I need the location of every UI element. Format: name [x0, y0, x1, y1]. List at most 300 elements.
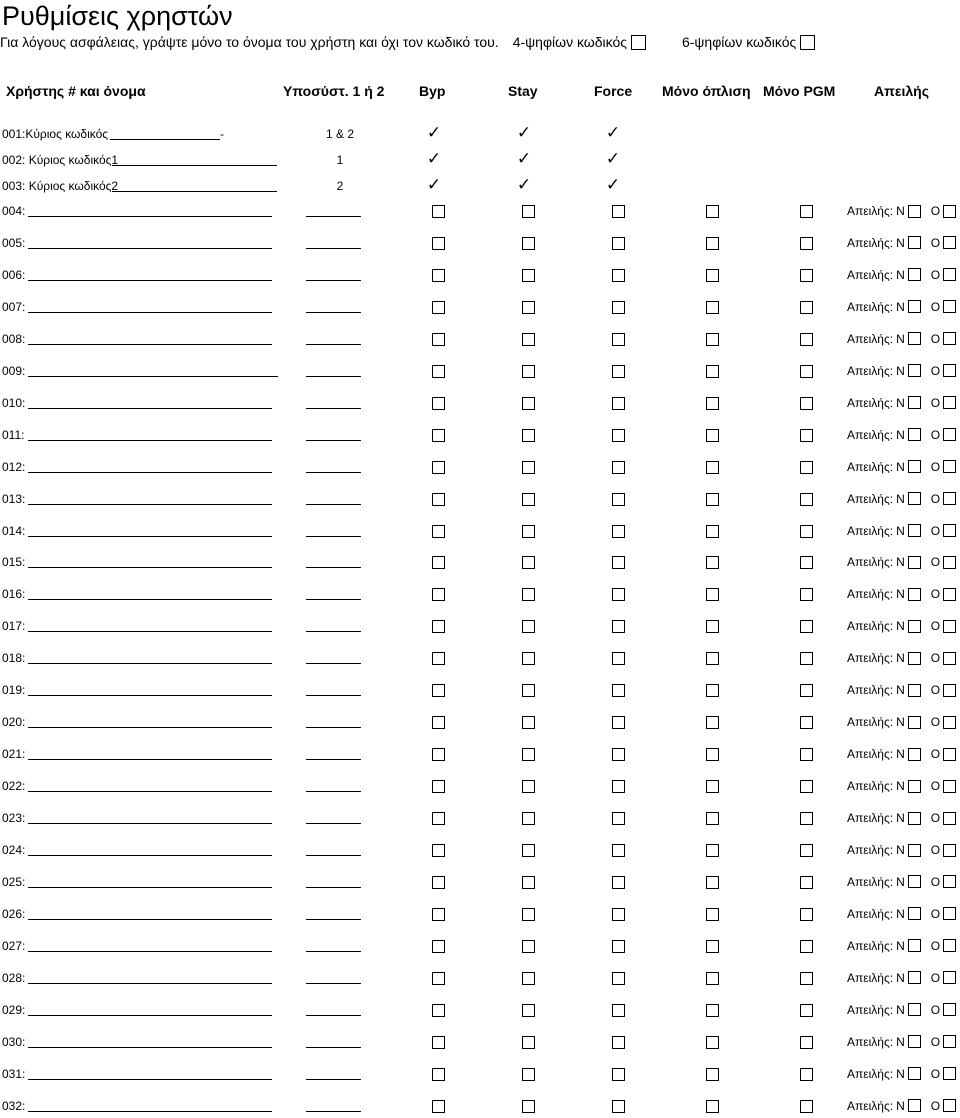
- arm-only-checkbox[interactable]: [706, 812, 719, 825]
- name-field[interactable]: [28, 855, 272, 856]
- duress-o-checkbox[interactable]: [943, 812, 956, 825]
- byp-checkbox[interactable]: [432, 301, 445, 314]
- partition-field[interactable]: [306, 695, 361, 696]
- pgm-only-checkbox[interactable]: [800, 269, 813, 282]
- stay-checkbox[interactable]: [522, 205, 535, 218]
- partition-field[interactable]: [306, 759, 361, 760]
- name-field[interactable]: [28, 631, 272, 632]
- duress-o-checkbox[interactable]: [943, 396, 956, 409]
- force-checkbox[interactable]: [612, 429, 625, 442]
- force-checkbox[interactable]: [612, 333, 625, 346]
- byp-checkbox[interactable]: [432, 972, 445, 985]
- arm-only-checkbox[interactable]: [706, 237, 719, 250]
- byp-checkbox[interactable]: [432, 876, 445, 889]
- duress-n-checkbox[interactable]: [908, 652, 921, 665]
- duress-o-checkbox[interactable]: [943, 652, 956, 665]
- arm-only-checkbox[interactable]: [706, 493, 719, 506]
- pgm-only-checkbox[interactable]: [800, 429, 813, 442]
- duress-n-checkbox[interactable]: [908, 716, 921, 729]
- name-field[interactable]: [28, 759, 272, 760]
- pgm-only-checkbox[interactable]: [800, 493, 813, 506]
- partition-field[interactable]: [306, 504, 361, 505]
- arm-only-checkbox[interactable]: [706, 620, 719, 633]
- duress-options: [847, 587, 956, 601]
- arm-only-checkbox[interactable]: [706, 525, 719, 538]
- duress-n-checkbox[interactable]: [908, 396, 921, 409]
- name-field[interactable]: [28, 791, 272, 792]
- pgm-only-checkbox[interactable]: [800, 461, 813, 474]
- name-field[interactable]: [28, 248, 272, 249]
- stay-checkbox[interactable]: [522, 684, 535, 697]
- name-field[interactable]: [28, 567, 272, 568]
- pgm-only-checkbox[interactable]: [800, 1068, 813, 1081]
- force-checkbox[interactable]: [612, 716, 625, 729]
- byp-checkbox[interactable]: [432, 429, 445, 442]
- name-field[interactable]: [28, 1015, 272, 1016]
- byp-checkbox[interactable]: [432, 844, 445, 857]
- byp-checkbox[interactable]: [432, 684, 445, 697]
- byp-checkbox[interactable]: [432, 1100, 445, 1113]
- duress-n-checkbox[interactable]: [908, 907, 921, 920]
- force-checkbox[interactable]: [612, 301, 625, 314]
- stay-checkbox[interactable]: [522, 365, 535, 378]
- stay-checkbox[interactable]: [522, 397, 535, 410]
- arm-only-checkbox[interactable]: [706, 972, 719, 985]
- pgm-only-checkbox[interactable]: [800, 556, 813, 569]
- user-code: 019:: [2, 683, 26, 698]
- duress-o-checkbox[interactable]: [943, 236, 956, 249]
- pgm-only-checkbox[interactable]: [800, 1004, 813, 1017]
- pgm-only-checkbox[interactable]: [800, 237, 813, 250]
- name-field[interactable]: [28, 663, 272, 664]
- partition-field[interactable]: [306, 472, 361, 473]
- arm-only-checkbox[interactable]: [706, 684, 719, 697]
- user-code: 016:: [2, 587, 26, 602]
- pgm-only-checkbox[interactable]: [800, 620, 813, 633]
- duress-n-label: N: [896, 235, 905, 250]
- force-checkbox[interactable]: [612, 493, 625, 506]
- force-checkbox[interactable]: [612, 748, 625, 761]
- byp-checkbox[interactable]: [432, 333, 445, 346]
- force-checkbox[interactable]: [612, 237, 625, 250]
- duress-options: [847, 1099, 956, 1113]
- duress-n-checkbox[interactable]: [908, 205, 921, 218]
- arm-only-checkbox[interactable]: [706, 908, 719, 921]
- stay-checkbox[interactable]: [522, 1068, 535, 1081]
- name-field[interactable]: [28, 280, 272, 281]
- duress-n-label: N: [896, 651, 905, 666]
- partition-field[interactable]: [306, 344, 361, 345]
- stay-checkbox[interactable]: [522, 876, 535, 889]
- byp-check-icon: ✓: [426, 175, 442, 194]
- duress-n-checkbox[interactable]: [908, 1003, 921, 1016]
- duress-n-checkbox[interactable]: [908, 236, 921, 249]
- stay-checkbox[interactable]: [522, 652, 535, 665]
- force-checkbox[interactable]: [612, 1036, 625, 1049]
- duress-options: [847, 204, 956, 218]
- name-field[interactable]: [28, 919, 272, 920]
- partition-field[interactable]: [306, 1111, 361, 1112]
- byp-checkbox[interactable]: [432, 940, 445, 953]
- byp-checkbox[interactable]: [432, 1004, 445, 1017]
- duress-n-checkbox[interactable]: [908, 1099, 921, 1112]
- partition-field[interactable]: [306, 631, 361, 632]
- table-row: [0, 122, 960, 146]
- duress-n-label: N: [896, 970, 905, 985]
- byp-checkbox[interactable]: [432, 1068, 445, 1081]
- byp-checkbox[interactable]: [432, 812, 445, 825]
- byp-checkbox[interactable]: [432, 269, 445, 282]
- stay-checkbox[interactable]: [522, 237, 535, 250]
- duress-options: [847, 332, 956, 346]
- arm-only-checkbox[interactable]: [706, 556, 719, 569]
- duress-n-checkbox[interactable]: [908, 492, 921, 505]
- partition-field[interactable]: [306, 1015, 361, 1016]
- name-field[interactable]: [28, 504, 272, 505]
- duress-n-checkbox[interactable]: [908, 939, 921, 952]
- duress-o-checkbox[interactable]: [943, 1035, 956, 1048]
- force-checkbox[interactable]: [612, 908, 625, 921]
- duress-n-checkbox[interactable]: [908, 460, 921, 473]
- arm-only-checkbox[interactable]: [706, 269, 719, 282]
- name-field[interactable]: [28, 408, 272, 409]
- force-checkbox[interactable]: [612, 397, 625, 410]
- user-code: 025:: [2, 874, 26, 889]
- name-field[interactable]: [28, 376, 278, 377]
- name-field[interactable]: [28, 472, 272, 473]
- stay-checkbox[interactable]: [522, 493, 535, 506]
- name-field[interactable]: [28, 312, 272, 313]
- arm-only-checkbox[interactable]: [706, 748, 719, 761]
- pgm-only-checkbox[interactable]: [800, 908, 813, 921]
- force-checkbox[interactable]: [612, 780, 625, 793]
- arm-only-checkbox[interactable]: [706, 588, 719, 601]
- byp-checkbox[interactable]: [432, 365, 445, 378]
- duress-n-checkbox[interactable]: [908, 971, 921, 984]
- duress-label: Απειλής:: [847, 747, 894, 762]
- duress-n-checkbox[interactable]: [908, 1035, 921, 1048]
- byp-checkbox[interactable]: [432, 780, 445, 793]
- stay-checkbox[interactable]: [522, 301, 535, 314]
- duress-o-label: O: [930, 619, 941, 634]
- table-row: [0, 148, 960, 172]
- name-field[interactable]: [28, 536, 272, 537]
- stay-checkbox[interactable]: [522, 620, 535, 633]
- partition-field[interactable]: [306, 823, 361, 824]
- pgm-only-checkbox[interactable]: [800, 940, 813, 953]
- pgm-only-checkbox[interactable]: [800, 972, 813, 985]
- partition-field[interactable]: [306, 663, 361, 664]
- user-code: 012:: [2, 459, 26, 474]
- force-checkbox[interactable]: [612, 652, 625, 665]
- byp-checkbox[interactable]: [432, 556, 445, 569]
- user-code: 024:: [2, 843, 26, 857]
- partition-field[interactable]: [306, 376, 361, 377]
- duress-n-checkbox[interactable]: [908, 620, 921, 633]
- stay-checkbox[interactable]: [522, 844, 535, 857]
- force-checkbox[interactable]: [612, 461, 625, 474]
- arm-only-checkbox[interactable]: [706, 876, 719, 889]
- byp-checkbox[interactable]: [432, 237, 445, 250]
- name-field[interactable]: [28, 1079, 272, 1080]
- force-checkbox[interactable]: [612, 205, 625, 218]
- duress-n-checkbox[interactable]: [908, 812, 921, 825]
- name-field[interactable]: [28, 727, 272, 728]
- pgm-only-checkbox[interactable]: [800, 365, 813, 378]
- stay-checkbox[interactable]: [522, 780, 535, 793]
- duress-n-checkbox[interactable]: [908, 684, 921, 697]
- user-code: 013:: [2, 491, 26, 506]
- force-check-icon: ✓: [605, 175, 621, 194]
- arm-only-checkbox[interactable]: [706, 301, 719, 314]
- force-checkbox[interactable]: [612, 556, 625, 569]
- force-checkbox[interactable]: [612, 1068, 625, 1081]
- partition-field[interactable]: [306, 855, 361, 856]
- duress-n-checkbox[interactable]: [908, 844, 921, 857]
- duress-o-checkbox[interactable]: [943, 300, 956, 313]
- force-checkbox[interactable]: [612, 940, 625, 953]
- duress-o-checkbox[interactable]: [943, 844, 956, 857]
- pgm-only-checkbox[interactable]: [800, 333, 813, 346]
- stay-checkbox[interactable]: [522, 972, 535, 985]
- duress-options: [847, 1035, 956, 1049]
- force-checkbox[interactable]: [612, 525, 625, 538]
- name-field[interactable]: [28, 1111, 272, 1112]
- partition-field[interactable]: [306, 983, 361, 984]
- arm-only-checkbox[interactable]: [706, 716, 719, 729]
- duress-n-checkbox[interactable]: [908, 1067, 921, 1080]
- arm-only-checkbox[interactable]: [706, 365, 719, 378]
- force-checkbox[interactable]: [612, 812, 625, 825]
- partition-field[interactable]: [306, 887, 361, 888]
- partition-field[interactable]: [306, 1079, 361, 1080]
- duress-o-checkbox[interactable]: [943, 1003, 956, 1016]
- byp-checkbox[interactable]: [432, 205, 445, 218]
- name-field[interactable]: [28, 216, 272, 217]
- partition-field[interactable]: [306, 791, 361, 792]
- arm-only-checkbox[interactable]: [706, 429, 719, 442]
- pgm-only-checkbox[interactable]: [800, 588, 813, 601]
- partition-field[interactable]: [306, 727, 361, 728]
- duress-o-label: O: [930, 459, 941, 474]
- partition-field[interactable]: [306, 919, 361, 920]
- pgm-only-checkbox[interactable]: [800, 844, 813, 857]
- partition-field[interactable]: [306, 312, 361, 313]
- duress-o-checkbox[interactable]: [943, 684, 956, 697]
- duress-o-checkbox[interactable]: [943, 875, 956, 888]
- duress-o-label: O: [930, 747, 941, 762]
- byp-checkbox[interactable]: [432, 620, 445, 633]
- byp-checkbox[interactable]: [432, 748, 445, 761]
- partition-field[interactable]: [306, 599, 361, 600]
- arm-only-checkbox[interactable]: [706, 940, 719, 953]
- duress-o-checkbox[interactable]: [943, 364, 956, 377]
- arm-only-checkbox[interactable]: [706, 1004, 719, 1017]
- header-pgm-only: Μόνο PGM: [763, 83, 836, 99]
- duress-o-checkbox[interactable]: [943, 939, 956, 952]
- option-6-digit-checkbox[interactable]: [800, 35, 815, 50]
- duress-n-checkbox[interactable]: [908, 875, 921, 888]
- partition-field[interactable]: [306, 248, 361, 249]
- partition-field[interactable]: [306, 567, 361, 568]
- pgm-only-checkbox[interactable]: [800, 812, 813, 825]
- header-duress: Απειλής: [874, 83, 929, 99]
- duress-o-checkbox[interactable]: [943, 460, 956, 473]
- arm-only-checkbox[interactable]: [706, 780, 719, 793]
- duress-o-checkbox[interactable]: [943, 780, 956, 793]
- partition-field[interactable]: [306, 280, 361, 281]
- byp-checkbox[interactable]: [432, 1036, 445, 1049]
- duress-o-checkbox[interactable]: [943, 620, 956, 633]
- stay-checkbox[interactable]: [522, 269, 535, 282]
- table-row: [0, 519, 960, 543]
- arm-only-checkbox[interactable]: [706, 652, 719, 665]
- duress-n-checkbox[interactable]: [908, 268, 921, 281]
- partition-field[interactable]: [306, 440, 361, 441]
- pgm-only-checkbox[interactable]: [800, 301, 813, 314]
- duress-o-checkbox[interactable]: [943, 716, 956, 729]
- duress-o-checkbox[interactable]: [943, 748, 956, 761]
- pgm-only-checkbox[interactable]: [800, 652, 813, 665]
- duress-o-checkbox[interactable]: [943, 492, 956, 505]
- stay-checkbox[interactable]: [522, 1036, 535, 1049]
- stay-checkbox[interactable]: [522, 748, 535, 761]
- stay-checkbox[interactable]: [522, 1100, 535, 1113]
- force-checkbox[interactable]: [612, 1100, 625, 1113]
- name-field[interactable]: [28, 887, 272, 888]
- partition-field[interactable]: [306, 536, 361, 537]
- duress-options: [847, 875, 956, 889]
- duress-o-label: O: [930, 683, 941, 698]
- table-row: [0, 966, 960, 990]
- user-code: 018:: [2, 651, 26, 666]
- duress-o-checkbox[interactable]: [943, 268, 956, 281]
- force-checkbox[interactable]: [612, 844, 625, 857]
- duress-o-checkbox[interactable]: [943, 205, 956, 218]
- stay-checkbox[interactable]: [522, 333, 535, 346]
- partition-field[interactable]: [306, 1047, 361, 1048]
- duress-n-checkbox[interactable]: [908, 780, 921, 793]
- arm-only-checkbox[interactable]: [706, 333, 719, 346]
- arm-only-checkbox[interactable]: [706, 844, 719, 857]
- force-checkbox[interactable]: [612, 365, 625, 378]
- name-field[interactable]: [28, 599, 272, 600]
- arm-only-checkbox[interactable]: [706, 1036, 719, 1049]
- pgm-only-checkbox[interactable]: [800, 205, 813, 218]
- byp-checkbox[interactable]: [432, 397, 445, 410]
- arm-only-checkbox[interactable]: [706, 461, 719, 474]
- duress-n-checkbox[interactable]: [908, 364, 921, 377]
- force-checkbox[interactable]: [612, 972, 625, 985]
- duress-options: [847, 971, 956, 985]
- name-field[interactable]: [28, 695, 272, 696]
- arm-only-checkbox[interactable]: [706, 397, 719, 410]
- pgm-only-checkbox[interactable]: [800, 1036, 813, 1049]
- stay-checkbox[interactable]: [522, 908, 535, 921]
- table-row: [0, 199, 960, 223]
- duress-o-checkbox[interactable]: [943, 907, 956, 920]
- arm-only-checkbox[interactable]: [706, 1068, 719, 1081]
- header-force: Force: [594, 83, 633, 99]
- duress-n-checkbox[interactable]: [908, 748, 921, 761]
- byp-checkbox[interactable]: [432, 588, 445, 601]
- name-field[interactable]: [28, 951, 272, 952]
- stay-checkbox[interactable]: [522, 461, 535, 474]
- partition-field[interactable]: [306, 408, 361, 409]
- name-field[interactable]: [28, 440, 272, 441]
- byp-checkbox[interactable]: [432, 493, 445, 506]
- partition-field[interactable]: [306, 951, 361, 952]
- duress-o-checkbox[interactable]: [943, 588, 956, 601]
- duress-n-checkbox[interactable]: [908, 524, 921, 537]
- duress-n-checkbox[interactable]: [908, 332, 921, 345]
- stay-checkbox[interactable]: [522, 716, 535, 729]
- force-checkbox[interactable]: [612, 876, 625, 889]
- duress-o-checkbox[interactable]: [943, 332, 956, 345]
- duress-n-checkbox[interactable]: [908, 428, 921, 441]
- user-code: 020:: [2, 715, 26, 730]
- duress-o-checkbox[interactable]: [943, 971, 956, 984]
- byp-checkbox[interactable]: [432, 525, 445, 538]
- stay-checkbox[interactable]: [522, 588, 535, 601]
- stay-checkbox[interactable]: [522, 1004, 535, 1017]
- table-row: [0, 174, 960, 198]
- table-row: [0, 423, 960, 447]
- duress-o-checkbox[interactable]: [943, 428, 956, 441]
- byp-checkbox[interactable]: [432, 908, 445, 921]
- duress-o-checkbox[interactable]: [943, 1099, 956, 1112]
- stay-checkbox[interactable]: [522, 556, 535, 569]
- duress-o-checkbox[interactable]: [943, 524, 956, 537]
- arm-only-checkbox[interactable]: [706, 1100, 719, 1113]
- pgm-only-checkbox[interactable]: [800, 876, 813, 889]
- force-checkbox[interactable]: [612, 620, 625, 633]
- duress-n-checkbox[interactable]: [908, 300, 921, 313]
- name-field[interactable]: [28, 344, 272, 345]
- stay-checkbox[interactable]: [522, 940, 535, 953]
- byp-checkbox[interactable]: [432, 652, 445, 665]
- pgm-only-checkbox[interactable]: [800, 397, 813, 410]
- name-field[interactable]: [28, 823, 272, 824]
- pgm-only-checkbox[interactable]: [800, 748, 813, 761]
- stay-checkbox[interactable]: [522, 812, 535, 825]
- partition-field[interactable]: [306, 216, 361, 217]
- duress-o-label: O: [930, 843, 941, 857]
- pgm-only-checkbox[interactable]: [800, 780, 813, 793]
- force-checkbox[interactable]: [612, 269, 625, 282]
- duress-n-checkbox[interactable]: [908, 588, 921, 601]
- byp-checkbox[interactable]: [432, 716, 445, 729]
- force-checkbox[interactable]: [612, 588, 625, 601]
- name-field[interactable]: [28, 1047, 272, 1048]
- pgm-only-checkbox[interactable]: [800, 684, 813, 697]
- pgm-only-checkbox[interactable]: [800, 716, 813, 729]
- force-checkbox[interactable]: [612, 684, 625, 697]
- duress-o-checkbox[interactable]: [943, 1067, 956, 1080]
- stay-checkbox[interactable]: [522, 525, 535, 538]
- stay-checkbox[interactable]: [522, 429, 535, 442]
- duress-n-checkbox[interactable]: [908, 556, 921, 569]
- pgm-only-checkbox[interactable]: [800, 1100, 813, 1113]
- byp-checkbox[interactable]: [432, 461, 445, 474]
- header-arm-only: Μόνο όπλιση: [662, 83, 751, 99]
- name-field[interactable]: [28, 983, 272, 984]
- pgm-only-checkbox[interactable]: [800, 525, 813, 538]
- duress-o-checkbox[interactable]: [943, 556, 956, 569]
- arm-only-checkbox[interactable]: [706, 205, 719, 218]
- option-4-digit-checkbox[interactable]: [631, 35, 646, 50]
- force-checkbox[interactable]: [612, 1004, 625, 1017]
